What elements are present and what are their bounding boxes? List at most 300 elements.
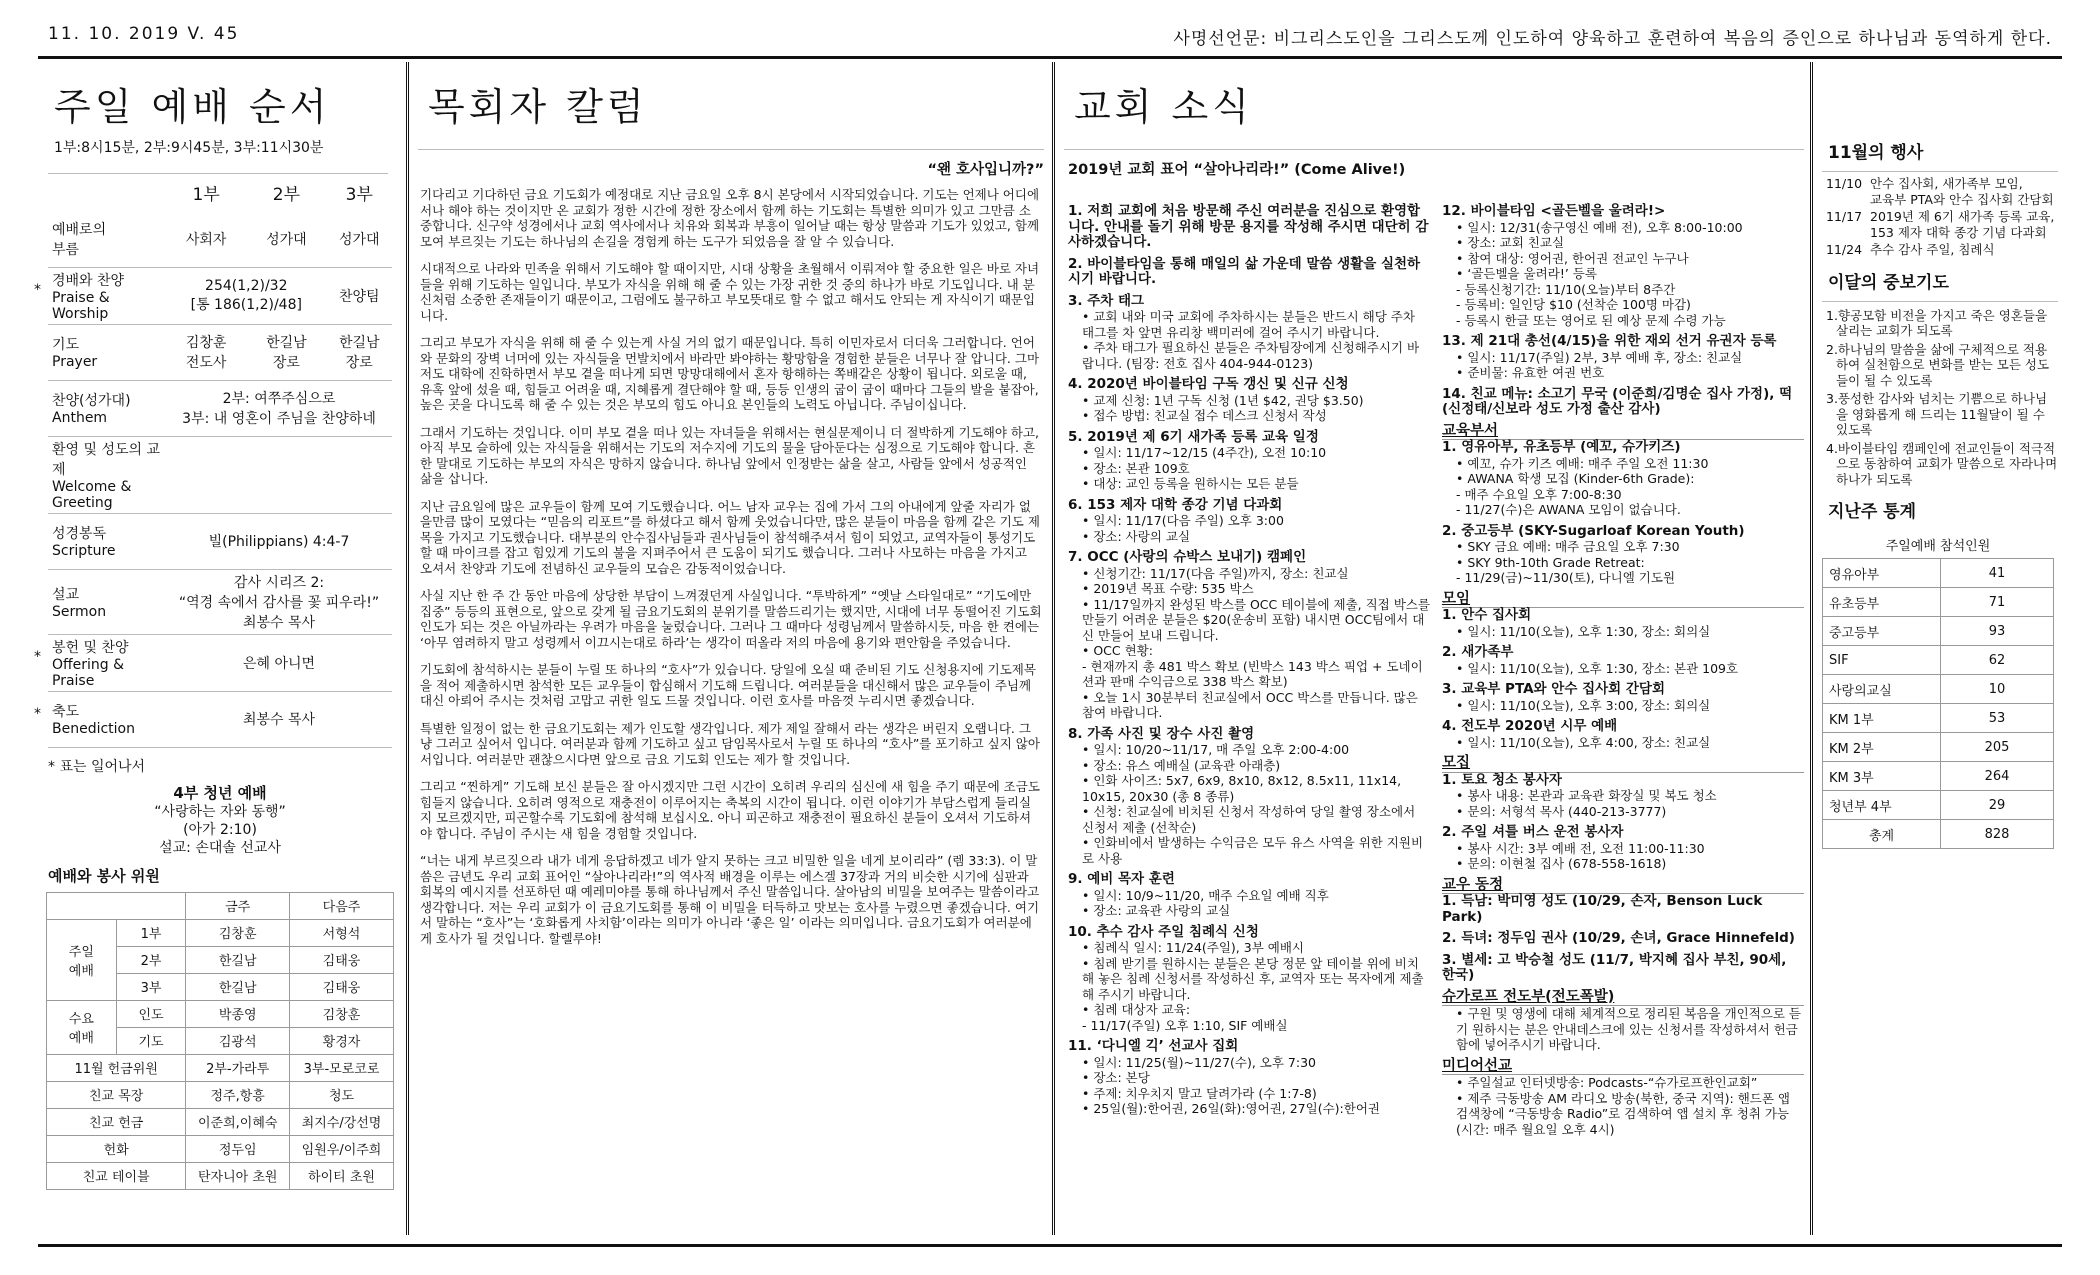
stats-label: 사랑의교실 <box>1823 675 1941 704</box>
worship-label-text: 환영 및 성도의 교제 Welcome & Greeting <box>52 441 161 511</box>
prayer-title: 이달의 중보기도 <box>1828 272 1949 293</box>
news-item <box>1442 719 1804 750</box>
volunteer-next-week: 김태웅 <box>290 973 394 1000</box>
column-title: 목회자 칼럼 <box>428 85 648 129</box>
news-item-line: • 장소: 사랑의 교실 <box>1082 528 1191 544</box>
worship-row-value: 2부: 여쭈주심으로 3부: 내 영혼이 주님을 찬양하네 <box>166 380 392 436</box>
news-item <box>1068 498 1430 545</box>
news-item-line: • 신청기간: 11/17(다음 주일)까지, 장소: 친교실 <box>1082 565 1349 581</box>
news-item <box>1068 727 1430 867</box>
volunteer-this-week: 정두임 <box>186 1135 290 1162</box>
news-item-line: - 등록신청기간: 11/10(오늘)부터 8주간 <box>1456 281 1676 297</box>
news-item-line: • 장소: 교회 친교실 <box>1456 235 1565 250</box>
worship-row-label <box>48 513 166 569</box>
worship-row <box>48 380 392 436</box>
divider-1 <box>406 62 409 1235</box>
volunteer-row <box>47 919 394 946</box>
news-item <box>1068 430 1430 492</box>
column-subtitle: “왠 호사입니까?” <box>927 162 1044 178</box>
volunteer-group: 친교 목장 <box>47 1081 186 1108</box>
prayer-item: 4.바이블타임 캠페인에 전교인들이 적극적으로 동참하여 교회가 말씀으로 자라나며 하나가 되도록 <box>1826 440 2058 487</box>
worship-column <box>34 62 396 1235</box>
column-rule <box>418 149 1044 150</box>
news-item-line: • 대상: 교인 등록을 원하시는 모든 분들 <box>1082 476 1299 491</box>
volunteer-sub: 기도 <box>116 1027 186 1054</box>
volunteer-sub: 2부 <box>116 946 186 973</box>
worship-label-text: 경배와 찬양 Praise & Worship <box>52 272 125 322</box>
news-item <box>1068 257 1430 288</box>
volunteer-group: 주일 예배 <box>47 919 117 1000</box>
news-rule <box>1064 149 1804 150</box>
news-item-title: 3. 별세: 고 박승철 성도 (11/7, 박지혜 집사 부친, 90세, 한국) <box>1442 951 1787 983</box>
volunteers-table <box>46 892 394 1190</box>
news-item-line: • 2019년 목표 수량: 535 박스 <box>1082 581 1254 596</box>
volunteer-group: 헌화 <box>47 1135 186 1162</box>
news-column <box>1064 62 1804 1235</box>
worship-row-value <box>166 436 392 513</box>
stats-label: KM 3부 <box>1823 762 1941 791</box>
news-item-title: 7. OCC (사랑의 슈박스 보내기) 캠페인 <box>1068 549 1307 565</box>
news-item <box>1442 387 1804 418</box>
stats-value: 53 <box>1941 704 2054 733</box>
youth-verse: (아가 2:10) <box>183 821 257 838</box>
worship-row-value: 최봉수 목사 <box>166 691 392 747</box>
stats-row <box>1823 675 2054 704</box>
news-item-title: 6. 153 제자 대학 종강 기념 다과회 <box>1068 496 1283 513</box>
column-paragraph: 지난 금요일에 많은 교우들이 함께 모여 기도했습니다. 어느 남자 교우는 집에 가서 그의 아내에게 앞줄 자리가 없을만큼 많이 모였다는 “믿음의 리포트”를 하셨다고 해서 함께 웃었습니다만, 많은 분들이 마음을 함께 같은 기도 제목을 가지고 기도했습니다. 대부분의 안수집사님들과 권사님들이 참석해주셔서 힘이 되었고, 교역자들이 통성기도할 때 마이크를 잡고 힘있게 기도의 불을 지펴주어서 큰 도움이 되기도 했습니다. 그러나 사모하는 마음을 가지고 오셔서 찬양과 기도에 전념하신 교우들의 모습은 감동적이었습니다. <box>420 498 1040 576</box>
event-date: 11/17 <box>1826 209 1863 224</box>
news-item <box>1068 377 1430 424</box>
volunteer-next-week: 김태웅 <box>290 946 394 973</box>
news-item-line: • SKY 9th-10th Grade Retreat: <box>1456 554 1645 570</box>
top-rule <box>38 56 2062 59</box>
worship-row-label <box>48 569 166 634</box>
stats-row <box>1823 791 2054 820</box>
stats-label: 유초등부 <box>1823 588 1941 617</box>
standing-note: * 표는 일어나서 <box>48 758 146 775</box>
stats-value: 93 <box>1941 617 2054 646</box>
volunteer-this-week: 탄자니아 초원 <box>186 1162 290 1189</box>
news-item-line: • 일시: 11/25(월)~11/27(수), 오후 7:30 <box>1082 1054 1316 1070</box>
worship-row-value: 한길남 장로 <box>327 324 392 380</box>
worship-label-text: 설교 Sermon <box>52 586 107 620</box>
mission-statement: 사명선언문: 비그리스도인을 그리스도께 인도하여 양육하고 훈련하여 복음의 증인으로 하나님과 동역하게 한다. <box>1173 29 2052 49</box>
event-text: 2019년 제 6기 새가족 등록 교육, 153 제자 대학 종강 기념 다과회 <box>1870 209 2055 240</box>
news-item <box>1068 550 1430 721</box>
news-item <box>1442 682 1804 713</box>
stats-label: SIF <box>1823 646 1941 675</box>
side-column <box>1822 62 2058 1235</box>
news-item-title: 1. 안수 집사회 <box>1442 607 1532 623</box>
news-item-line: • 봉사 시간: 3부 예배 전, 오전 11:00-11:30 <box>1456 840 1705 856</box>
worship-row <box>48 569 392 634</box>
news-item <box>1068 1039 1430 1117</box>
stand-marker: * <box>34 648 41 665</box>
column-paragraph: 그리고 부모가 자식을 위해 해 줄 수 있는게 사실 거의 없기 때문입니다. 특히 이민자로서 더더욱 그러합니다. 언어와 문화의 장벽 너머에 있는 자식들을 먼발치에서 바라만 봐야하는 황망함을 경험한 분들은 너무나 잘 압니다. 그마저도 대학에 진학하면서 부모 곁을 떠나게 되면 망망대해에서 혼자 항해하는 쪽배같은 상황이 됩니다. 외로울 때, 유혹 앞에 섰을 때, 힘들고 어려울 때, 지혜롭게 결단해야 할 때, 등등 인생의 굽이 굽이 때마다 그들의 발을 붙잡아, 높은 곳을 다니도록 해 줄 수 있는 것은 부모의 힘도 아니요 본인들의 노력도 아닙니다. 주님이십니다. <box>420 335 1040 412</box>
worship-row-value: 은혜 아니면 <box>166 634 392 691</box>
news-item-line: • SKY 금요 예배: 매주 금요일 오후 7:30 <box>1456 539 1680 554</box>
news-item-line: • 제주 극동방송 AM 라디오 방송(북한, 중국 지역): 핸드폰 앱 검색창에 “극동방송 Radio”로 검색하여 앱 설치 후 청취 가능 (시간: 매주 월요일 오후 4시) <box>1456 1090 1790 1137</box>
volunteer-row <box>47 1162 394 1189</box>
news-item-title: 8. 가족 사진 및 장수 사진 촬영 <box>1068 725 1255 742</box>
news-item-title: 1. 영유아부, 유초등부 (예꼬, 슈가키즈) <box>1442 439 1681 455</box>
news-item-title: 14. 친교 메뉴: 소고기 무국 (이준희/김명순 집사 가정), 떡 (신정태/신보라 성도 가정 출산 감사) <box>1442 385 1793 417</box>
volunteers-header-row <box>47 892 394 919</box>
event-row <box>1826 242 2058 258</box>
event-date: 11/10 <box>1826 176 1863 191</box>
news-item-line: • 일시: 11/10(오늘), 오후 3:00, 장소: 회의실 <box>1456 697 1711 713</box>
stand-marker: * <box>34 705 41 722</box>
news-item-line: • 장소: 본당 <box>1082 1070 1150 1085</box>
volunteer-next-week: 임원우/이주희 <box>290 1135 394 1162</box>
worship-row-label <box>34 691 166 747</box>
volunteer-this-week: 2부-가라투 <box>186 1054 290 1081</box>
news-item <box>1442 894 1804 925</box>
news-item <box>1442 825 1804 872</box>
volunteer-group: 11월 헌금위원 <box>47 1054 186 1081</box>
event-text: 추수 감사 주일, 침례식 <box>1870 242 1995 257</box>
news-item-title: 2. 새가족부 <box>1442 644 1514 660</box>
news-item <box>1442 773 1804 820</box>
worship-row-value: 사회자 <box>166 211 246 267</box>
stand-marker: * <box>34 281 41 298</box>
worship-row-label <box>34 634 166 691</box>
bottom-rule <box>38 1244 2062 1247</box>
worship-label-text: 예배로의 부름 <box>52 221 107 258</box>
column-paragraph: 기다리고 기다하던 금요 기도회가 예정대로 지난 금요일 오후 8시 본당에서 시작되었습니다. 기도는 언제나 어디에서나 해야 하는 것이지만 온 교회가 정한 시간에 정한 장소에서 함께 하는 기도회는 특별한 의미가 있고 그만큼 소중합니다. 신구약 성경에서나 교회 역사에서나 치유와 회복과 부흥이 일어날 때는 항상 말씀과 기도가 있었고, 함께 모여 부르짖는 기도는 하나님의 손길을 경험케 하는 도구가 되었음을 잘 알 수 있습니다. <box>420 187 1040 249</box>
stats-row <box>1823 588 2054 617</box>
worship-row-value: 성가대 <box>327 211 392 267</box>
news-section-heading: 모임 <box>1442 592 1804 609</box>
news-item-title: 2. 주일 셔틀 버스 운전 봉사자 <box>1442 824 1624 840</box>
news-item-title: 3. 주차 태그 <box>1068 292 1145 309</box>
volunteer-sub: 1부 <box>116 919 186 946</box>
event-text: 안수 집사회, 새가족부 모임, 교육부 PTA와 안수 집사회 간담회 <box>1870 176 2054 207</box>
stats-label: 중고등부 <box>1823 617 1941 646</box>
news-item-line: • 주차 태그가 필요하신 분들은 주차팀장에게 신청해주시기 바랍니다. (팀장: 전호 집사 404-944-0123) <box>1082 340 1420 371</box>
worship-order-table <box>34 174 392 748</box>
news-section-heading: 모집 <box>1442 756 1804 773</box>
news-item-title: 1. 저희 교회에 처음 방문해 주신 여러분을 진심으로 환영합니다. 안내를 돌기 위해 방문 용지를 작성해 주시면 대단히 감사하겠습니다. <box>1068 203 1429 250</box>
news-item-line: - 현재까지 총 481 박스 확보 (빈박스 143 박스 픽업 + 도네이션과 판매 수익금으로 338 박스 확보) <box>1082 658 1423 689</box>
column-paragraph: 시대적으로 나라와 민족을 위해서 기도해야 할 때이지만, 시대 상황을 초월해서 이뤄져야 할 중요한 일은 바로 자녀들을 위해 기도하는 일입니다. 부모가 자식을 위해 해 줄 수 있는 가장 귀한 것 중의 하나가 바로 기도입니다. 내 분신처럼 소중한 존재들이기 때문이고, 그럼에도 불구하고 부모뜻대로 할 수 없고 해서도 안되는 게 자식이기 때문입니다. <box>420 261 1040 323</box>
news-item-line: • 일시: 10/9~11/20, 매주 수요일 예배 직후 <box>1082 887 1329 903</box>
news-item-title: 12. 바이블타임 <골든벨을 울려라!> <box>1442 203 1666 219</box>
stats-label: KM 2부 <box>1823 733 1941 762</box>
worship-row-value: 찬양팀 <box>327 267 392 324</box>
news-item <box>1442 524 1804 586</box>
stats-title: 지난주 통계 <box>1828 502 1917 522</box>
volunteer-row <box>47 1135 394 1162</box>
volunteer-this-week: 김광석 <box>186 1027 290 1054</box>
stats-label: 영유아부 <box>1823 559 1941 588</box>
news-item <box>1068 925 1430 1034</box>
news-item-line: - 11/17(주일) 오후 1:10, SIF 예배실 <box>1082 1017 1288 1033</box>
news-item-line: - 11/27(수)은 AWANA 모임이 없습니다. <box>1456 502 1681 517</box>
news-item <box>1068 872 1430 919</box>
volunteer-next-week: 황경자 <box>290 1027 394 1054</box>
worship-row-value: 김창훈 전도사 <box>166 324 246 380</box>
news-item-line: • 인화비에서 발생하는 수익금은 모두 유스 사역을 위한 지원비로 사용 <box>1082 835 1424 866</box>
worship-row-label <box>48 436 166 513</box>
news-item-line: • 참여 대상: 영어권, 한어권 전교인 누구나 <box>1456 250 1689 266</box>
news-section-heading: 슈가로프 전도부(전도폭발) <box>1442 990 1804 1007</box>
news-item-title: 9. 예비 목자 훈련 <box>1068 871 1175 887</box>
news-item-line: • AWANA 학생 모집 (Kinder-6th Grade): <box>1456 471 1695 486</box>
stats-table <box>1822 530 2054 849</box>
col-3bu: 3부 <box>345 185 373 205</box>
news-item-title: 2. 득녀: 정두임 권사 (10/29, 손녀, Grace Hinnefeld) <box>1442 930 1795 946</box>
news-item-line: • 일시: 11/10(오늘), 오후 4:00, 장소: 친교실 <box>1456 734 1711 750</box>
stats-row <box>1823 704 2054 733</box>
column-paragraph: 특별한 일정이 없는 한 금요기도회는 제가 인도할 생각입니다. 제가 제일 잘해서 라는 생각은 버린지 오랩니다. 그냥 그러고 싶어서 입니다. 여러분과 함께 기도하고 싶고 담임목사로서 누릴 또 하나의 “호사”를 포기하고 싶지 않아서입니다. 여러분만 괜찮으시다면 앞으로 금요 기도회 인도는 제가 할 것입니다. <box>420 720 1040 767</box>
volunteer-next-week: 하이티 초원 <box>290 1162 394 1189</box>
news-item <box>1442 645 1804 676</box>
news-item-line: • 11/17일까지 완성된 박스를 OCC 테이블에 제출, 직접 박스를 만들기 어려운 분들은 $20(운송비 포함) 내시면 OCC팀에서 대신 만들어 보내 드립니다. <box>1082 596 1430 643</box>
column-paragraph: “너는 내게 부르짖으라 내가 네게 응답하겠고 네가 알지 못하는 크고 비밀한 일을 네게 보이리라” (렘 33:3). 이 말씀은 금년도 우리 교회 표어인 “살아나리라!”의 역사적 배경을 이루는 에스겔 37장과 거의 비슷한 시기에 심판과 회복의 예시지를 선포하던 때 예레미야를 통해 하나님께서 주신 말씀입니다. 살아남의 비밀을 보여주는 말씀이라고 생각합니다. 저는 우리 교회가 이 금요기도회를 통해 이 비밀을 터득하고 맛보는 호사를 누렸으면 좋겠습니다. 여기서 말하는 “호사”는 ‘호화롭게 사치함’이라는 의미가 아니라 ‘좋은 일’ 이라는 의미입니다. 금요기도회가 여러분에게 호사가 될 것입니다. 할렐루야! <box>420 853 1040 946</box>
volunteer-next-week: 3부-모로코로 <box>290 1054 394 1081</box>
worship-title: 주일 예배 순서 <box>54 85 331 129</box>
news-item-line: • 일시: 11/10(오늘), 오후 1:30, 장소: 본관 109호 <box>1456 660 1739 676</box>
worship-label-text: 축도 Benediction <box>52 704 135 737</box>
events-title: 11월의 행사 <box>1828 143 1924 163</box>
youth-title: 4부 청년 예배 <box>173 783 267 802</box>
worship-row <box>48 324 392 380</box>
issue-date: 11. 10. 2019 V. 45 <box>48 24 240 44</box>
volunteer-row <box>47 1000 394 1027</box>
news-right-list <box>1442 204 1804 1143</box>
news-section-heading: 미디어선교 <box>1442 1059 1804 1076</box>
news-item-line: • 구원 및 영생에 대해 체계적으로 정리된 복음을 개인적으로 듣기 원하시는 분은 안내데스크에 있는 신청서를 작성하셔서 헌금함에 넣어주시기 바랍니다. <box>1456 1006 1802 1052</box>
worship-row <box>48 211 392 267</box>
news-item <box>1442 204 1804 328</box>
news-item-line: • 일시: 11/17~12/15 (4주간), 오전 10:10 <box>1082 445 1327 460</box>
worship-row-value: 감사 시리즈 2: “역경 속에서 감사를 꽃 피우라!” 최봉수 목사 <box>166 569 392 634</box>
worship-row <box>48 691 392 747</box>
news-item-line: • 인화 사이즈: 5x7, 6x9, 8x10, 8x12, 8.5x11, 11x14, 10x15, 20x30 (총 8 종류) <box>1082 773 1402 804</box>
stats-label: KM 1부 <box>1823 704 1941 733</box>
prayer-item: 1.향공모함 비전을 가지고 죽은 영혼들을 살리는 교회가 되도록 <box>1826 307 2048 338</box>
news-item-line: • 일시: 10/20~11/17, 매 주일 오후 2:00-4:00 <box>1082 742 1350 757</box>
stats-value: 205 <box>1941 733 2054 762</box>
volunteer-next-week: 김창훈 <box>290 1000 394 1027</box>
top-bar <box>38 22 2062 49</box>
youth-subtitle: “사랑하는 자와 동행” <box>154 803 286 820</box>
news-item-line: • 일시: 11/17(다음 주일) 오후 3:00 <box>1082 513 1284 528</box>
stats-row <box>1823 820 2054 849</box>
church-motto: 2019년 교회 표어 “살아나리라!” (Come Alive!) <box>1068 162 1406 178</box>
worship-row-label <box>48 380 166 436</box>
stats-label: 총계 <box>1823 820 1941 849</box>
worship-label-text: 성경봉독 Scripture <box>52 526 116 559</box>
news-item-line: • 일시: 11/17(주일) 2부, 3부 예배 후, 장소: 친교실 <box>1456 349 1743 365</box>
worship-label-text: 찬양(성가대) Anthem <box>52 393 131 426</box>
news-item <box>1442 608 1804 639</box>
volunteer-this-week: 한길남 <box>186 946 290 973</box>
volunteer-row <box>47 1081 394 1108</box>
news-item-line: - 등록비: 일인당 $10 (선착순 100명 마감) <box>1456 297 1691 312</box>
news-item-title: 13. 제 21대 총선(4/15)을 위한 재외 선거 유권자 등록 <box>1442 333 1777 349</box>
worship-row-value: 빌(Philippians) 4:4-7 <box>166 513 392 569</box>
news-item-title: 10. 추수 감사 주일 침례식 신청 <box>1068 923 1259 940</box>
news-item-title: 2. 바이블타임을 통해 매일의 삶 가운데 말씀 생활을 실천하시기 바랍니다. <box>1068 255 1421 287</box>
news-item-line: - 매주 수요일 오후 7:00-8:30 <box>1456 486 1622 502</box>
events-rule <box>1822 171 2058 172</box>
stats-value: 264 <box>1941 762 2054 791</box>
news-item-line: • 교회 내와 미국 교회에 주차하시는 분들은 반드시 해당 주차 태그를 차 앞면 유리창 백미러에 걸어 주시기 바랍니다. <box>1082 309 1415 340</box>
volunteer-sub: 인도 <box>116 1000 186 1027</box>
news-item-line: • 장소: 유스 예배실 (교육관 아래층) <box>1082 757 1281 773</box>
stats-row <box>1823 559 2054 588</box>
news-item <box>1442 931 1804 947</box>
stats-label: 청년부 4부 <box>1823 791 1941 820</box>
worship-row-value: 254(1,2)/32 [통 186(1,2)/48] <box>166 267 327 324</box>
news-item <box>1068 294 1430 372</box>
event-date: 11/24 <box>1826 242 1863 257</box>
worship-row <box>48 267 392 324</box>
news-item-title: 2. 중고등부 (SKY-Sugarloaf Korean Youth) <box>1442 522 1745 539</box>
column-paragraph: 그리고 “찐하게” 기도해 보신 분들은 잘 아시겠지만 그런 시간이 오히려 우리의 심신에 새 힘을 주기 때문에 조금도 힘들지 않습니다. 오히려 영적으로 재충전이 이루어지는 축복의 시간이 됩니다. 이런 이야기가 부담스럽게 들리실지 모르겠지만, 피곤할수록 기도회에 참석해 보십시오. 아니 피곤하고 재충전이 필요하신 분들이 오셔서 기도하셔야 합니다. 주님이 주시는 새 힘을 경험할 것입니다. <box>420 779 1040 841</box>
volunteers-title: 예배와 봉사 위원 <box>48 866 160 885</box>
event-row <box>1826 209 2058 240</box>
column-body <box>418 187 1044 946</box>
events-list <box>1826 176 2058 258</box>
worship-row <box>48 436 392 513</box>
news-item-title: 1. 토요 청소 봉사자 <box>1442 771 1562 788</box>
stats-row <box>1823 733 2054 762</box>
news-item <box>1442 440 1804 518</box>
news-item-line: - 11/29(금)~11/30(토), 다니엘 기도원 <box>1456 570 1676 585</box>
worship-times: 1부:8시15분, 2부:9시45분, 3부:11시30분 <box>54 140 324 156</box>
news-item-title: 3. 교육부 PTA와 안수 집사회 간담회 <box>1442 681 1666 697</box>
news-item-line: • 오늘 1시 30분부터 친교실에서 OCC 박스를 만듭니다. 많은 참여 바랍니다. <box>1082 689 1418 720</box>
news-item <box>1442 1006 1804 1053</box>
worship-row-label <box>48 211 166 267</box>
stats-row <box>1823 617 2054 646</box>
column-paragraph: 기도회에 참석하시는 분들이 누릴 또 하나의 “호사”가 있습니다. 당일에 오실 때 준비된 기도 신청용지에 기도제목을 적어 제출하시면 참석한 모든 교우들이 합심해서 기도해 드립니다. 여러분들을 대신해서 많은 교우들이 주님께 대신 아뢰어 주시는 것처럼 고맙고 귀한 일도 드물 것입니다. 이런 호사를 마음껏 누리시면 좋겠습니다. <box>420 662 1036 708</box>
prayer-item: 2.하나님의 말씀을 삶에 구체적으로 적용하여 실천함으로 변화를 받는 모든 성도들이 될 수 있도록 <box>1826 341 2050 388</box>
volunteer-next-week: 최지수/강선명 <box>290 1108 394 1135</box>
news-item <box>1442 334 1804 381</box>
this-week-header: 금주 <box>186 892 290 919</box>
volunteer-row <box>47 1108 394 1135</box>
volunteer-next-week: 청도 <box>290 1081 394 1108</box>
news-item-line: • 교제 신청: 1년 구독 신청 (1년 $42, 권당 $3.50) <box>1082 392 1364 408</box>
news-item-line: • 장소: 본관 109호 <box>1082 460 1190 476</box>
news-item-line: • 준비물: 유효한 여권 번호 <box>1456 365 1605 380</box>
news-title: 교회 소식 <box>1074 85 1253 129</box>
stats-value: 29 <box>1941 791 2054 820</box>
news-section-heading: 교육부서 <box>1442 424 1804 441</box>
prayer-item: 3.풍성한 감사와 넘치는 기쁨으로 하나님을 영화롭게 해 드리는 11월달이 될 수 있도록 <box>1826 391 2048 437</box>
news-item-line: • 25일(월):한어권, 26일(화):영어권, 27일(수):한어권 <box>1082 1101 1380 1116</box>
news-item-title: 11. ‘다니엘 긱’ 선교사 집회 <box>1068 1038 1239 1054</box>
news-item-line: • 주일설교 인터넷방송: Podcasts-“슈가로프한인교회” <box>1456 1075 1758 1090</box>
volunteer-this-week: 이준희,이혜숙 <box>186 1108 290 1135</box>
news-item-line: • 침례 받기를 원하시는 분들은 본당 정문 앞 테이블 위에 비치해 놓은 침례 신청서를 작성하신 후, 교역자 또는 목자에게 제출해 주시기 바랍니다. <box>1082 955 1424 1002</box>
youth-service <box>44 782 396 857</box>
news-item-title: 1. 득남: 박미영 성도 (10/29, 손자, Benson Luck Park) <box>1442 893 1763 925</box>
col-2bu: 2부 <box>272 185 301 205</box>
news-item-line: • ‘골든벨을 울려라!’ 등록 <box>1456 266 1597 281</box>
news-item-line: • 예꼬, 슈가 키즈 예배: 매주 주일 오전 11:30 <box>1456 455 1709 471</box>
news-item-title: 4. 2020년 바이블타임 구독 갱신 및 신규 신청 <box>1068 376 1349 392</box>
worship-label-text: 봉헌 및 찬양 Offering & Praise <box>52 639 129 689</box>
volunteer-next-week: 서형석 <box>290 919 394 946</box>
stats-value: 71 <box>1941 588 2054 617</box>
news-item <box>1068 204 1430 251</box>
stats-header-row <box>1823 530 2054 559</box>
volunteer-group: 친교 테이블 <box>47 1162 186 1189</box>
news-item-title: 5. 2019년 제 6기 새가족 등록 교육 일정 <box>1068 428 1319 445</box>
volunteer-this-week: 정주,항흥 <box>186 1081 290 1108</box>
volunteer-this-week: 김창훈 <box>186 919 290 946</box>
news-item-title: 4. 전도부 2020년 시무 예배 <box>1442 718 1618 734</box>
news-item-line: • 봉사 내용: 본관과 교육관 화장실 및 복도 청소 <box>1456 788 1717 803</box>
worship-row <box>48 634 392 691</box>
next-week-header: 다음주 <box>290 892 394 919</box>
volunteer-group: 친교 헌금 <box>47 1108 186 1135</box>
stats-row <box>1823 762 2054 791</box>
stats-value: 828 <box>1941 820 2054 849</box>
volunteer-row <box>47 1054 394 1081</box>
news-item-line: • 장소: 교육관 사랑의 교실 <box>1082 903 1231 918</box>
worship-row-label <box>34 267 166 324</box>
volunteer-this-week: 한길남 <box>186 973 290 1000</box>
youth-preacher: 설교: 손대솔 선교사 <box>159 839 281 856</box>
worship-row-value: 성가대 <box>246 211 326 267</box>
news-item <box>1442 953 1804 984</box>
news-item-line: • 침례식 일시: 11/24(주일), 3부 예배시 <box>1082 940 1304 955</box>
worship-row-label <box>48 324 166 380</box>
volunteer-group: 수요 예배 <box>47 1000 117 1054</box>
prayer-rule <box>1822 301 2058 302</box>
prayer-list <box>1826 308 2058 488</box>
news-item-line: - 등록시 한글 또는 영어로 된 예상 문제 수령 가능 <box>1456 312 1726 328</box>
news-item-line: • 신청: 친교실에 비치된 신청서 작성하여 당일 촬영 장소에서 신청서 제출 (선착순) <box>1082 804 1416 835</box>
news-item-line: • 문의: 서형석 목사 (440-213-3777) <box>1456 803 1667 819</box>
news-item-line: • 접수 방법: 친교실 접수 데스크 신청서 작성 <box>1082 408 1327 423</box>
col-1bu: 1부 <box>192 185 220 205</box>
volunteer-this-week: 박종영 <box>186 1000 290 1027</box>
column-paragraph: 그래서 기도하는 것입니다. 이미 부모 곁을 떠나 있는 자녀들을 위해서는 현실문제이니 더 절박하게 기도해야 하고, 아직 부모 슬하에 있는 자식들을 위해서는 기도의 저수지에 기도의 물을 담아둔다는 심정으로 기도해야 합니다. 흔한 말대로 기도하는 부모의 자식은 망하지 않습니다. 하나님 앞에서 인정받는 삶을 살고, 사람들 앞에서 성공적인 삶을 삽니다. <box>420 424 1040 486</box>
news-item-line: • 일시: 12/31(송구영신 예배 전), 오후 8:00-10:00 <box>1456 219 1743 235</box>
pastor-column <box>418 62 1044 1235</box>
stats-value: 10 <box>1941 675 2054 704</box>
worship-header-row <box>48 174 392 211</box>
divider-3 <box>1810 62 1813 1235</box>
news-item-line: • 주제: 치우치지 말고 달려가라 (수 1:7-8) <box>1082 1085 1317 1101</box>
news-item-line: • 침례 대상자 교육: <box>1082 1002 1191 1017</box>
news-item-line: • OCC 현황: <box>1082 643 1153 658</box>
news-item-line: • 일시: 11/10(오늘), 오후 1:30, 장소: 회의실 <box>1456 623 1711 639</box>
news-item <box>1442 1075 1804 1137</box>
column-paragraph: 사실 지난 한 주 간 동안 마음에 상당한 부담이 느껴졌던게 사실입니다. “투박하게” “옛날 스타일대로” “기도에만 집중” 등등의 표현으로, 앞으로 갖게 될 금요기도회의 분위기를 말씀드리기는 했지만, 시대에 너무 동떨어진 기도회 인도가 되는 것은 아닐까라는 우려가 마음을 눌렀습니다. 그러나 그 때마다 성령님께서 말씀하시듯, 마음 한 켠에는 ‘아무 염려하지 말고 성령께서 이끄시는대로 하라’는 생각이 떠올라 저의 마음에 용기와 편안함을 주었습니다. <box>420 588 1042 650</box>
news-section-heading: 교우 동정 <box>1442 878 1804 895</box>
news-left-list <box>1068 204 1430 1123</box>
stats-value: 41 <box>1941 559 2054 588</box>
divider-2 <box>1052 62 1055 1235</box>
news-item-line: • 문의: 이현철 집사 (678-558-1618) <box>1456 856 1667 871</box>
stats-row <box>1823 646 2054 675</box>
stats-value: 62 <box>1941 646 2054 675</box>
volunteer-sub: 3부 <box>116 973 186 1000</box>
worship-row-value: 한길남 장로 <box>246 324 326 380</box>
event-row <box>1826 176 2058 207</box>
worship-row <box>48 513 392 569</box>
worship-label-text: 기도 Prayer <box>52 337 98 370</box>
stats-header: 주일예배 참석인원 <box>1885 538 1991 554</box>
